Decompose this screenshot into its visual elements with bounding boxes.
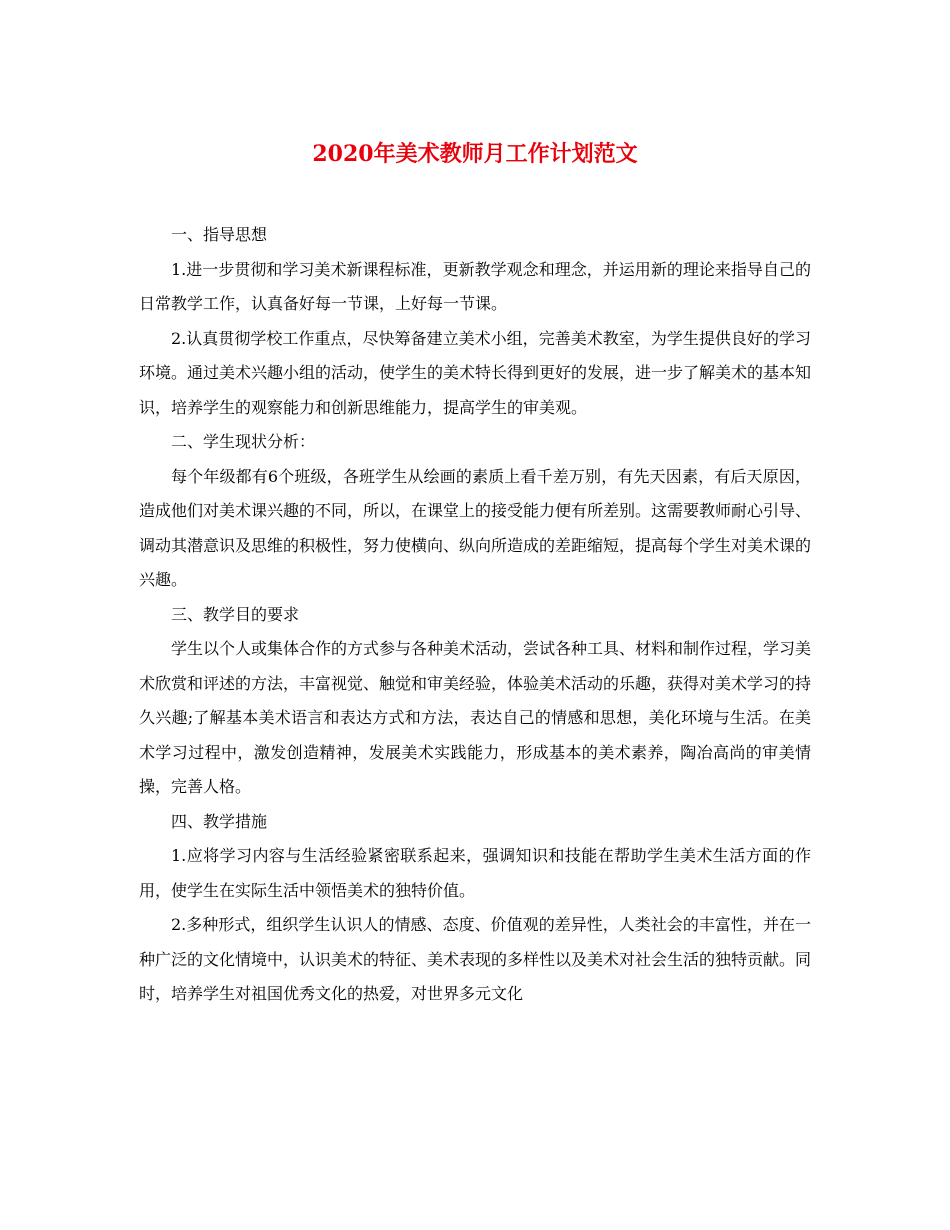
document-body	[139, 218, 811, 1012]
paragraph: 每个年级都有6个班级，各班学生从绘画的素质上看千差万别，有先天因素，有后天原因，造成他们对美术课兴趣的不同，所以，在课堂上的接受能力便有所差别。这需要教师耐心引导、调动其潜意识及思维的积极性，努力使横向、纵向所造成的差距缩短，提高每个学生对美术课的兴趣。	[139, 466, 812, 589]
paragraph: 2.认真贯彻学校工作重点，尽快筹备建立美术小组，完善美术教室，为学生提供良好的学习环境。通过美术兴趣小组的活动，使学生的美术特长得到更好的发展，进一步了解美术的基本知识，培养学生的观察能力和创新思维能力，提高学生的审美观。	[139, 328, 812, 417]
paragraph: 1.进一步贯彻和学习美术新课程标准，更新教学观念和理念，并运用新的理论来指导自己的日常教学工作，认真备好每一节课，上好每一节课。	[139, 259, 811, 313]
paragraph: 2.多种形式，组织学生认识人的情感、态度、价值观的差异性，人类社会的丰富性，并在一种广泛的文化情境中，认识美术的特征、美术表现的多样性以及美术对社会生活的独特贡献。同时，培养学生对祖国优秀文化的热爱，对世界多元文化	[139, 915, 812, 1003]
paragraph: 1.应将学习内容与生活经验紧密联系起来，强调知识和技能在帮助学生美术生活方面的作用，使学生在实际生活中领悟美术的独特价值。	[139, 846, 811, 900]
document-title: 2020年美术教师月工作计划范文	[312, 141, 638, 167]
heading-guiding-ideology: 一、指导思想	[171, 225, 268, 244]
heading-student-analysis: 二、学生现状分析：	[171, 432, 316, 451]
paragraph: 学生以个人或集体合作的方式参与各种美术活动，尝试各种工具、材料和制作过程，学习美术欣赏和评述的方法，丰富视觉、触觉和审美经验，体验美术活动的乐趣，获得对美术学习的持久兴趣;了解基本美术语言和表达方式和方法，表达自己的情感和思想，美化环境与生活。在美术学习过程中，激发创造精神，发展美术实践能力，形成基本的美术素养，陶冶高尚的审美情操，完善人格。	[139, 639, 812, 796]
heading-teaching-measures: 四、教学措施	[171, 811, 268, 831]
heading-teaching-goals: 三、教学目的要求	[171, 604, 300, 624]
